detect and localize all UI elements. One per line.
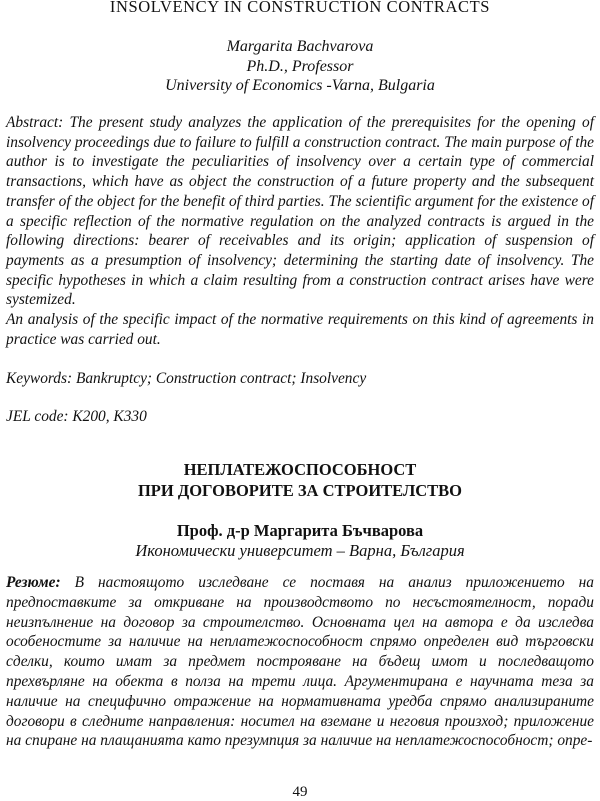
author-title: Ph.D., Professor <box>246 57 354 75</box>
author-block <box>6 37 594 96</box>
paper-title: INSOLVENCY IN CONSTRUCTION CONTRACTS <box>109 0 491 16</box>
author-affiliation: University of Economics -Varna, Bulgaria <box>165 77 435 94</box>
abstract-paragraph: An analysis of the specific impact of the normative requirements on this kind of agreements in practice was carried out. <box>6 311 594 348</box>
resume <box>6 573 594 751</box>
bulgarian-title-line: НЕПЛАТЕЖОСПОСОБНОСТ <box>183 460 417 479</box>
keywords: Keywords: Bankruptcy; Construction contract; Insolvency <box>6 370 367 387</box>
resume-paragraph <box>6 573 594 751</box>
jel-code: JEL code: K200, K330 <box>6 408 147 425</box>
bulgarian-author-block <box>6 521 594 561</box>
bulgarian-affiliation: Икономически университет – Варна, България <box>135 541 465 560</box>
abstract-paragraph: Abstract: The present study analyzes the application of the prerequisites for the opening of insolvency proceedings due to failure to fulfill a construction contract. The main purpose of the author is to investigate the peculiarities of insolvency over a certain type of commercial transactions, which have as object the construction of a future property and the subsequent transfer of the object for the benefit of third parties. The scientific argument for the existence of a specific reflection of the normative regulation on the analyzed contracts is argued in the following directions: bearer of receivables and its origin; application of suspension of payments as a presumption of insolvency; determining the starting date of insolvency. The specific hypotheses in which a claim resulting from a construction contract arises have were systemized. <box>6 114 594 309</box>
bulgarian-title <box>6 459 594 501</box>
bulgarian-author-name: Проф. д-р Маргарита Бъчварова <box>176 521 424 540</box>
paper-page <box>6 0 594 800</box>
page-number: 49 <box>292 784 308 800</box>
author-name: Margarita Bachvarova <box>226 38 374 55</box>
resume-text: В настоящото изследване се поставя на анализ приложението на предпоставките за откриване на производството по несъстоятелност, поради неизпълнение на договор за строителство. Основната цел на автора е да изследва особеностите за наличие на неплатежоспособност спрямо определен вид търговски сделки, които имат за предмет построяване на бъдещ имот и последващото прехвърляне на обекта в полза на трети лица. Аргументирана е научната теза за наличие на специфично отражение на нормативната уредба спрямо анализираните договори в следните направления: носител на вземане и неговия произход; приложение на спиране на плащанията като презумпция за наличие на неплатежоспособност; опре- <box>6 574 594 750</box>
bulgarian-title-line: ПРИ ДОГОВОРИТЕ ЗА СТРОИТЕЛСТВО <box>137 481 463 500</box>
abstract <box>6 113 594 349</box>
resume-label: Резюме: <box>6 574 61 591</box>
